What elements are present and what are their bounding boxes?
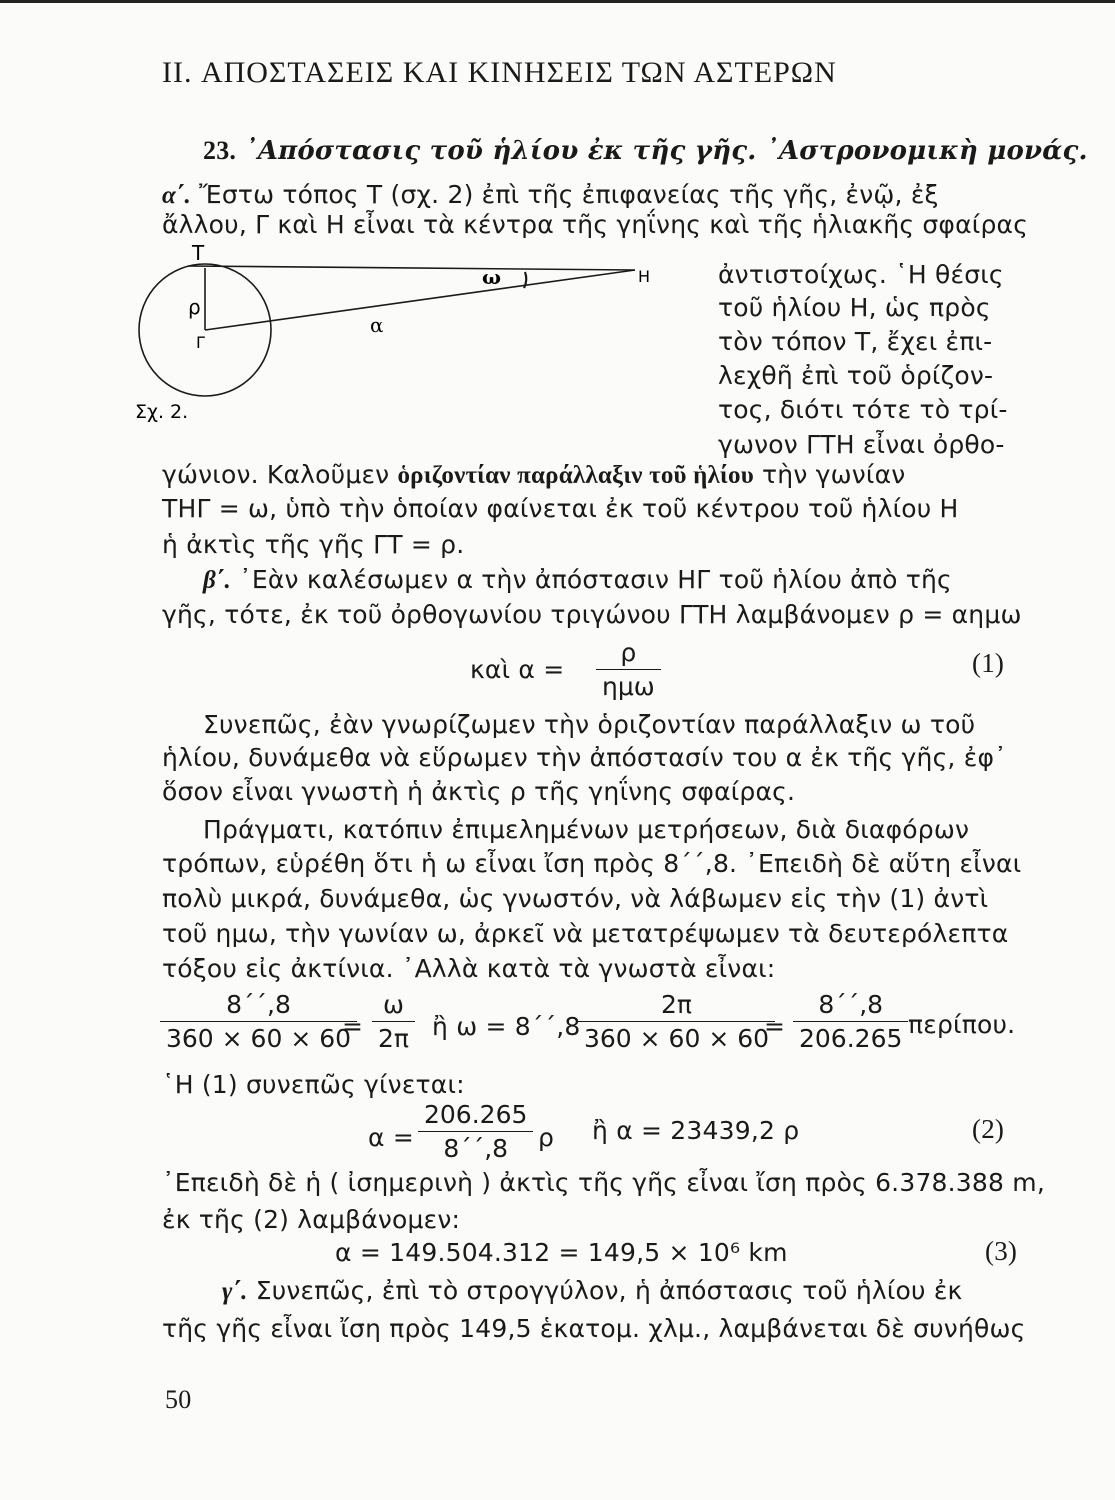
conv-fraction-3 bbox=[578, 990, 775, 1053]
eq1-numerator: ρ bbox=[620, 638, 637, 667]
text-line-12-body: ᾿Εὰν καλέσωμεν α τὴν ἀπόστασιν ΗΓ τοῦ ἡλίου ἀπὸ τῆς bbox=[239, 565, 952, 594]
label-rho: ρ bbox=[188, 295, 201, 319]
line-Gamma-to-H bbox=[205, 270, 635, 330]
term-horizontal-parallax: ὁριζοντίαν παράλλαξιν τοῦ ἡλίου bbox=[397, 462, 754, 489]
conv-middle: ἢ ω = 8΄΄,8 bbox=[432, 1012, 581, 1041]
top-edge-line bbox=[0, 0, 1115, 3]
eq2-numerator: 206.265 bbox=[424, 1100, 528, 1129]
text-line-25 bbox=[222, 1276, 962, 1306]
conv-f1-denominator: 360 × 60 × 60 bbox=[166, 1024, 352, 1053]
eq2-fraction-bar bbox=[418, 1131, 533, 1132]
eq1-fraction bbox=[596, 638, 661, 701]
text-line-9-start: γώνιον. Καλοῦμεν bbox=[162, 460, 390, 489]
text-line-17: Πράγματι, κατόπιν ἐπιμελημένων μετρήσεων, διὰ διαφόρων bbox=[203, 815, 970, 844]
label-T: Τ bbox=[192, 241, 205, 265]
label-H: Η bbox=[638, 267, 651, 286]
conv-f3-denominator: 360 × 60 × 60 bbox=[584, 1024, 770, 1053]
paragraph-marker-beta: β΄. bbox=[203, 567, 231, 594]
text-line-8: γωνον ΓΤΗ εἶναι ὀρθο- bbox=[718, 430, 1005, 459]
eq2-rho: ρ bbox=[538, 1123, 555, 1152]
text-line-1-body: Ἔστω τόπος Τ (σχ. 2) ἐπὶ τῆς ἐπιφανείας τῆς γῆς, ἐνῷ, ἐξ bbox=[199, 180, 939, 209]
text-line-3: ἀντιστοίχως. ῾Η θέσις bbox=[718, 260, 1004, 289]
text-line-1 bbox=[162, 180, 939, 210]
section-number: 23. bbox=[203, 136, 237, 165]
paragraph-marker-gamma: γ΄. bbox=[222, 1278, 248, 1305]
text-line-22: ῾Η (1) συνεπῶς γίνεται: bbox=[162, 1070, 465, 1099]
conv-f4-bar bbox=[793, 1021, 908, 1022]
text-line-16: ὅσον εἶναι γνωστὴ ἡ ἀκτὶς ρ τῆς γηΐνης σφαίρας. bbox=[162, 777, 796, 806]
text-line-5: τὸν τόπον Τ, ἔχει ἐπι- bbox=[718, 327, 993, 356]
conv-equals-2: = bbox=[764, 1012, 786, 1041]
text-line-12 bbox=[203, 565, 952, 595]
conv-tail: περίπου. bbox=[908, 1010, 1016, 1039]
label-Gamma: Γ bbox=[196, 333, 205, 352]
eq1-lhs: καὶ α = bbox=[470, 655, 565, 684]
text-line-20: τοῦ ημω, τὴν γωνίαν ω, ἀρκεῖ νὰ μετατρέψωμεν τὰ δευτερόλεπτα bbox=[162, 919, 1009, 948]
conv-fraction-4 bbox=[793, 990, 908, 1053]
conv-fraction-2 bbox=[372, 990, 415, 1053]
section-heading bbox=[203, 136, 1088, 166]
eq2-lhs: α = bbox=[368, 1123, 414, 1152]
text-line-15: ἡλίου, δυνάμεθα νὰ εὕρωμεν τὴν ἀπόστασίν του α ἐκ τῆς γῆς, ἐφ᾿ bbox=[162, 743, 1007, 772]
text-line-13: γῆς, τότε, ἐκ τοῦ ὀρθογωνίου τριγώνου ΓΤΗ λαμβάνομεν ρ = αημω bbox=[162, 600, 1022, 629]
text-line-9 bbox=[162, 460, 905, 490]
paragraph-marker-alpha: α΄. bbox=[162, 182, 192, 209]
text-line-24: ἐκ τῆς (2) λαμβάνομεν: bbox=[162, 1205, 461, 1234]
text-line-14: Συνεπῶς, ἐὰν γνωρίζωμεν τὴν ὁριζοντίαν παράλλαξιν ω τοῦ bbox=[203, 710, 976, 739]
conv-f2-denominator: 2π bbox=[378, 1024, 409, 1053]
eq1-number: (1) bbox=[972, 648, 1005, 678]
text-line-7: τος, διότι τότε τὸ τρί- bbox=[718, 395, 1008, 424]
eq2-denominator: 8΄΄,8 bbox=[443, 1134, 509, 1163]
conv-equals-1: = bbox=[342, 1012, 364, 1041]
section-title: ᾿Απόστασις τοῦ ἡλίου ἐκ τῆς γῆς. ᾿Αστρονομικὴ μονάς. bbox=[244, 136, 1088, 166]
figure-caption: Σχ. 2. bbox=[135, 401, 189, 423]
eq2-middle: ἢ α = 23439,2 ρ bbox=[592, 1116, 800, 1145]
page-number: 50 bbox=[165, 1385, 192, 1414]
text-line-26: τῆς γῆς εἶναι ἴση πρὸς 149,5 ἑκατομ. χλμ., λαμβάνεται δὲ συνήθως bbox=[162, 1314, 1026, 1343]
conv-f3-bar bbox=[578, 1021, 775, 1022]
conv-f4-denominator: 206.265 bbox=[799, 1024, 903, 1053]
text-line-10: ΤΗΓ = ω, ὑπὸ τὴν ὁποίαν φαίνεται ἐκ τοῦ κέντρου τοῦ ἡλίου Η bbox=[162, 494, 959, 523]
figure-earth-sun-parallax bbox=[130, 240, 670, 440]
text-line-2: ἄλλου, Γ καὶ Η εἶναι τὰ κέντρα τῆς γηΐνης καὶ τῆς ἡλιακῆς σφαίρας bbox=[162, 210, 1029, 239]
conv-f4-numerator: 8΄΄,8 bbox=[818, 990, 884, 1019]
eq1-fraction-bar bbox=[596, 669, 661, 670]
text-line-23: ᾿Επειδὴ δὲ ἡ ( ἰσημερινὴ ) ἀκτὶς τῆς γῆς εἶναι ἴση πρὸς 6.378.388 m, bbox=[162, 1168, 1045, 1197]
text-line-25-body: Συνεπῶς, ἐπὶ τὸ στρογγύλον, ἡ ἀπόστασις τοῦ ἡλίου ἐκ bbox=[255, 1276, 963, 1305]
conv-f1-bar bbox=[160, 1021, 357, 1022]
conv-f2-numerator: ω bbox=[383, 990, 404, 1019]
angle-omega-arc bbox=[524, 272, 526, 288]
text-line-19: πολὺ μικρά, δυνάμεθα, ὡς γνωστόν, νὰ λάβωμεν εἰς τὴν (1) ἀντὶ bbox=[162, 884, 989, 913]
label-alpha: α bbox=[370, 313, 384, 337]
text-line-18: τρόπων, εὑρέθη ὅτι ἡ ω εἶναι ἴση πρὸς 8΄΄,8. ᾿Επειδὴ δὲ αὕτη εἶναι bbox=[162, 849, 1022, 878]
text-line-21: τόξου εἰς ἀκτίνια. ᾿Αλλὰ κατὰ τὰ γνωστὰ εἶναι: bbox=[162, 954, 776, 983]
eq2-fraction bbox=[418, 1100, 533, 1163]
eq1-denominator: ημω bbox=[602, 672, 655, 701]
conv-f2-bar bbox=[372, 1021, 415, 1022]
chapter-title: II. ΑΠΟΣΤΑΣΕΙΣ ΚΑΙ ΚΙΝΗΣΕΙΣ ΤΩΝ ΑΣΤΕΡΩΝ bbox=[162, 56, 837, 89]
eq2-number: (2) bbox=[972, 1114, 1005, 1144]
text-line-9-end: τὴν γωνίαν bbox=[762, 460, 906, 489]
line-T-to-H bbox=[188, 266, 635, 270]
conv-f1-numerator: 8΄΄,8 bbox=[226, 990, 291, 1019]
text-line-11: ἡ ἀκτὶς τῆς γῆς ΓΤ = ρ. bbox=[162, 530, 465, 559]
eq3-number: (3) bbox=[985, 1236, 1018, 1266]
text-line-6: λεχθῆ ἐπὶ τοῦ ὁρίζον- bbox=[718, 361, 994, 390]
conv-f3-numerator: 2π bbox=[661, 990, 692, 1019]
text-line-4: τοῦ ἡλίου Η, ὡς πρὸς bbox=[718, 293, 991, 322]
label-omega: ω bbox=[482, 265, 502, 289]
conv-fraction-1 bbox=[160, 990, 357, 1053]
eq3-text: α = 149.504.312 = 149,5 × 10⁶ km bbox=[335, 1238, 788, 1267]
